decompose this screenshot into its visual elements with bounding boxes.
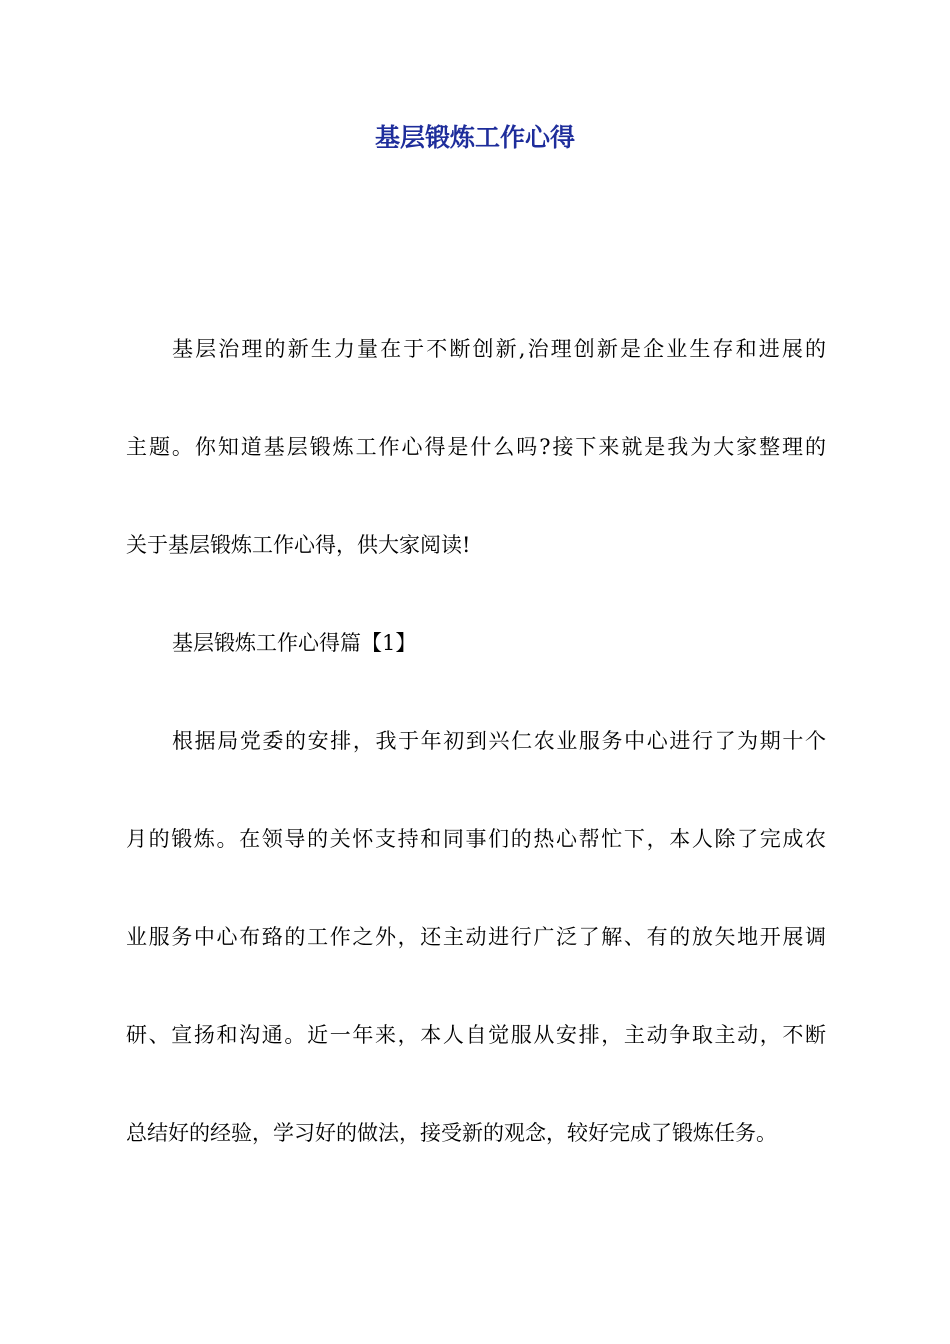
paragraph-line: 根据局党委的安排，我于年初到兴仁农业服务中心进行了为期十个 — [172, 729, 826, 753]
paragraph-line: 业服务中心布臵的工作之外，还主动进行广泛了解、有的放矢地开展调 — [126, 925, 826, 949]
section-heading: 基层锻炼工作心得篇【1】 — [172, 631, 417, 655]
intro-line: 关于基层锻炼工作心得，供大家阅读! — [126, 533, 471, 557]
intro-line: 基层治理的新生力量在于不断创新,治理创新是企业生存和进展的 — [172, 337, 826, 361]
paragraph-line: 研、宣扬和沟通。近一年来，本人自觉服从安排，主动争取主动，不断 — [126, 1023, 826, 1047]
document-title: 基层锻炼工作心得 — [374, 123, 575, 152]
intro-paragraph — [126, 300, 826, 594]
paragraph-line: 月的锻炼。在领导的关怀支持和同事们的热心帮忙下，本人除了完成农 — [126, 827, 826, 851]
document-body — [126, 300, 826, 1182]
intro-line: 主题。你知道基层锻炼工作心得是什么吗?接下来就是我为大家整理的 — [126, 435, 826, 459]
body-paragraph — [126, 692, 826, 1182]
paragraph-line: 总结好的经验，学习好的做法，接受新的观念，较好完成了锻炼任务。 — [126, 1121, 777, 1145]
